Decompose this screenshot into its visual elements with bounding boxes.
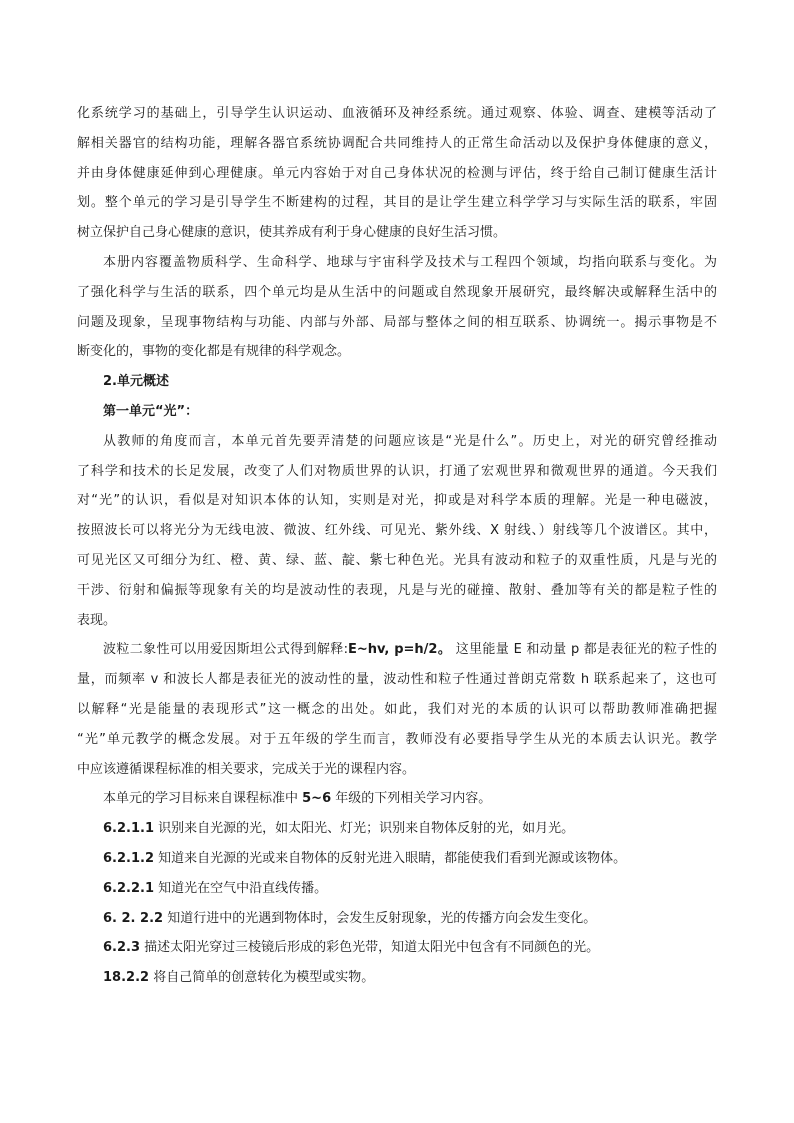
- paragraph-line: 本册内容覆盖物质科学、生命科学、地球与宇宙科学及技术与工程四个领域，均指向联系与变化。为: [103, 254, 717, 270]
- paragraph-line: 化系统学习的基础上，引导学生认识运动、血液循环及神经系统。通过观察、体验、调查、建模等活动了: [77, 106, 717, 121]
- standard-code: 6. 2. 2.2: [103, 910, 164, 926]
- paragraph-line: 对“光”的认识，看似是对知识本体的认知，实则是对光，抑或是对科学本质的理解。光是一种电磁波，: [77, 493, 717, 509]
- standard-code: 6.2.1.2: [103, 850, 154, 866]
- section-heading: 2.单元概述: [103, 374, 169, 390]
- paragraph-line: 干涉、衍射和偏振等现象有关的均是波动性的表现，凡是与光的碰撞、散射、叠加等有关的都是粒子性的: [77, 582, 717, 598]
- standard-item: [77, 904, 717, 934]
- grade-range: 5~6: [302, 791, 332, 807]
- paragraph-line: [77, 784, 717, 814]
- paragraph-line: 表现。: [77, 612, 117, 628]
- paragraph-line: 可见光区又可细分为红、橙、黄、绿、蓝、靛、紫七种色光。光具有波动和粒子的双重性质，凡是与光的: [77, 552, 717, 568]
- unit-heading: 第一单元“光”：: [103, 403, 199, 419]
- paragraph-line: 断变化的，事物的变化都是有规律的科学观念。: [77, 344, 351, 360]
- paragraph-line: 划。整个单元的学习是引导学生不断建构的过程，其目的是让学生建立科学学习与实际生活的联系，牢固: [77, 195, 717, 211]
- paragraph-line: 问题及现象，呈现事物结构与功能、内部与外部、局部与整体之间的相互联系、协调统一。揭示事物是不: [77, 314, 717, 330]
- standard-code: 6.2.2.1: [103, 880, 154, 896]
- line-prefix: 本单元的学习目标来自课程标准中: [103, 791, 303, 807]
- standard-code: 6.2.3: [103, 940, 141, 956]
- standard-code: 18.2.2: [103, 970, 150, 986]
- standard-item: [77, 963, 717, 993]
- paragraph-line: 按照波长可以将光分为无线电波、微波、红外线、可见光、紫外线、X 射线、）射线等几个波谱区。其中，: [77, 523, 717, 539]
- paragraph-line: 并由身体健康延伸到心理健康。单元内容始于对自己身体状况的检测与评估，终于给自己制订健康生活计: [77, 165, 717, 181]
- line-prefix: 波粒二象性可以用爱因斯坦公式得到解释:: [103, 642, 348, 658]
- standard-text: 知道光在空气中沿直线传播。: [154, 880, 328, 896]
- document-body: [77, 99, 717, 993]
- standard-item: [77, 814, 717, 844]
- standard-item: [77, 933, 717, 963]
- paragraph-line: [77, 635, 717, 665]
- paragraph-line: 了强化科学与生活的联系，四个单元均是从生活中的问题或自然现象开展研究，最终解决或解释生活中的: [77, 284, 717, 300]
- paragraph-line: 解相关器官的结构功能，理解各器官系统协调配合共同维持人的正常生命活动以及保护身体健康的意义，: [77, 135, 717, 151]
- standard-text: 描述太阳光穿过三棱镜后形成的彩色光带，知道太阳光中包含有不同颜色的光。: [140, 940, 600, 956]
- standard-text: 将自己简单的创意转化为模型或实物。: [149, 970, 375, 986]
- standard-item: [77, 874, 717, 904]
- line-suffix: 这里能量 E 和动量 p 都是表征光的粒子性的: [451, 642, 717, 658]
- formula: E~hv, p=h/2。: [347, 642, 452, 658]
- standard-item: [77, 844, 717, 874]
- paragraph-line: 量，而频率 v 和波长人都是表征光的波动性的量，波动性和粒子性通过普朗克常数 h 联系起来了，这也可: [77, 672, 717, 688]
- standard-text: 知道来自光源的光或来自物体的反射光进入眼睛，都能使我们看到光源或该物体。: [154, 850, 627, 866]
- paragraph-line: 从教师的角度而言，本单元首先要弄清楚的问题应该是“光是什么”。历史上，对光的研究曾经推动: [103, 433, 717, 449]
- standard-code: 6.2.1.1: [103, 821, 154, 837]
- paragraph-line: 树立保护自己身心健康的意识，使其养成有利于身心健康的良好生活习惯。: [77, 225, 507, 241]
- standard-text: 知道行进中的光遇到物体时，会发生反射现象，光的传播方向会发生变化。: [163, 910, 597, 926]
- line-suffix: 年级的下列相关学习内容。: [331, 791, 492, 807]
- standard-text: 识别来自光源的光，如太阳光、灯光；识别来自物体反射的光，如月光。: [154, 821, 575, 837]
- paragraph-line: “光”单元教学的概念发展。对于五年级的学生而言，教师没有必要指导学生从光的本质去认识光。教学: [77, 731, 717, 747]
- paragraph-line: 了科学和技术的长足发展，改变了人们对物质世界的认识，打通了宏观世界和微观世界的通道。今天我们: [77, 463, 717, 479]
- paragraph-line: 以解释“光是能量的表现形式”这一概念的出处。如此，我们对光的本质的认识可以帮助教师准确把握: [77, 701, 717, 717]
- paragraph-line: 中应该遵循课程标准的相关要求，完成关于光的课程内容。: [77, 761, 416, 777]
